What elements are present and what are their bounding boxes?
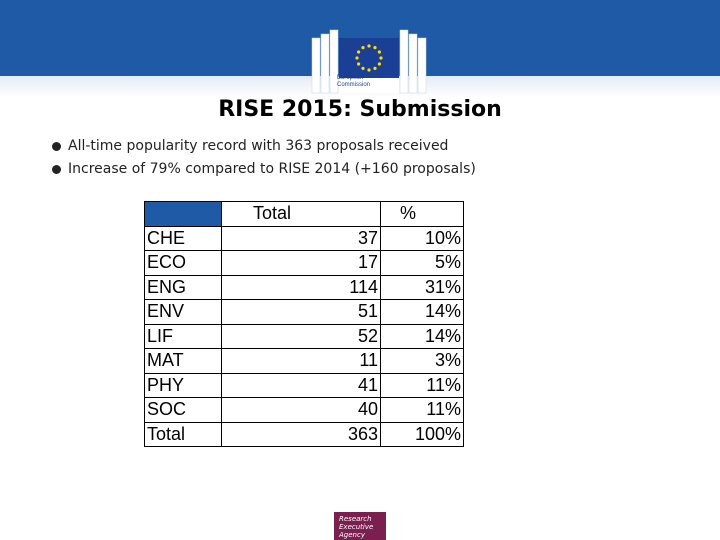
row-category: ENV [145,300,222,325]
row-category: ECO [145,251,222,276]
agency-line1: Research [339,515,372,523]
row-category: CHE [145,226,222,251]
eu-flag [339,38,399,78]
bullet-text: Increase of 79% compared to RISE 2014 (+160 proposals) [68,161,476,177]
header-category [145,202,222,227]
submissions-table [144,201,464,447]
row-category: PHY [145,373,222,398]
bullet-list [52,135,476,181]
logo-caption [337,75,397,89]
row-percent: 11% [381,398,464,423]
agency-line3: Agency [339,531,365,539]
row-total: 114 [222,275,381,300]
row-total: 41 [222,373,381,398]
slide-title: RISE 2015: Submission [218,97,502,122]
header-total: Total [222,202,381,227]
row-percent: 3% [381,349,464,374]
table-row [145,275,464,300]
table-row [145,398,464,423]
row-total: 17 [222,251,381,276]
row-category: SOC [145,398,222,423]
research-executive-agency-logo [334,512,386,540]
bullet-dot-icon [52,165,61,174]
table-total-row [145,422,464,447]
row-percent: 11% [381,373,464,398]
bullet-item [52,158,476,181]
header-percent: % [381,202,464,227]
row-total: 40 [222,398,381,423]
agency-line2: Executive [339,523,374,531]
table-row [145,373,464,398]
logo-caption-line2: Commission [337,82,371,88]
row-total: 51 [222,300,381,325]
table-row [145,251,464,276]
row-percent: 10% [381,226,464,251]
table-header-row [145,202,464,227]
row-percent: 100% [381,422,464,447]
row-category: Total [145,422,222,447]
row-percent: 5% [381,251,464,276]
table-row [145,226,464,251]
row-total: 363 [222,422,381,447]
row-category: ENG [145,275,222,300]
table-row [145,300,464,325]
row-percent: 14% [381,324,464,349]
bullet-text: All-time popularity record with 363 proposals received [68,138,449,154]
row-percent: 31% [381,275,464,300]
row-category: MAT [145,349,222,374]
table-row [145,349,464,374]
row-total: 11 [222,349,381,374]
table-row [145,324,464,349]
bullet-item [52,135,476,158]
row-total: 37 [222,226,381,251]
row-total: 52 [222,324,381,349]
logo-caption-line1: European [337,75,364,81]
row-category: LIF [145,324,222,349]
row-percent: 14% [381,300,464,325]
bullet-dot-icon [52,142,61,151]
